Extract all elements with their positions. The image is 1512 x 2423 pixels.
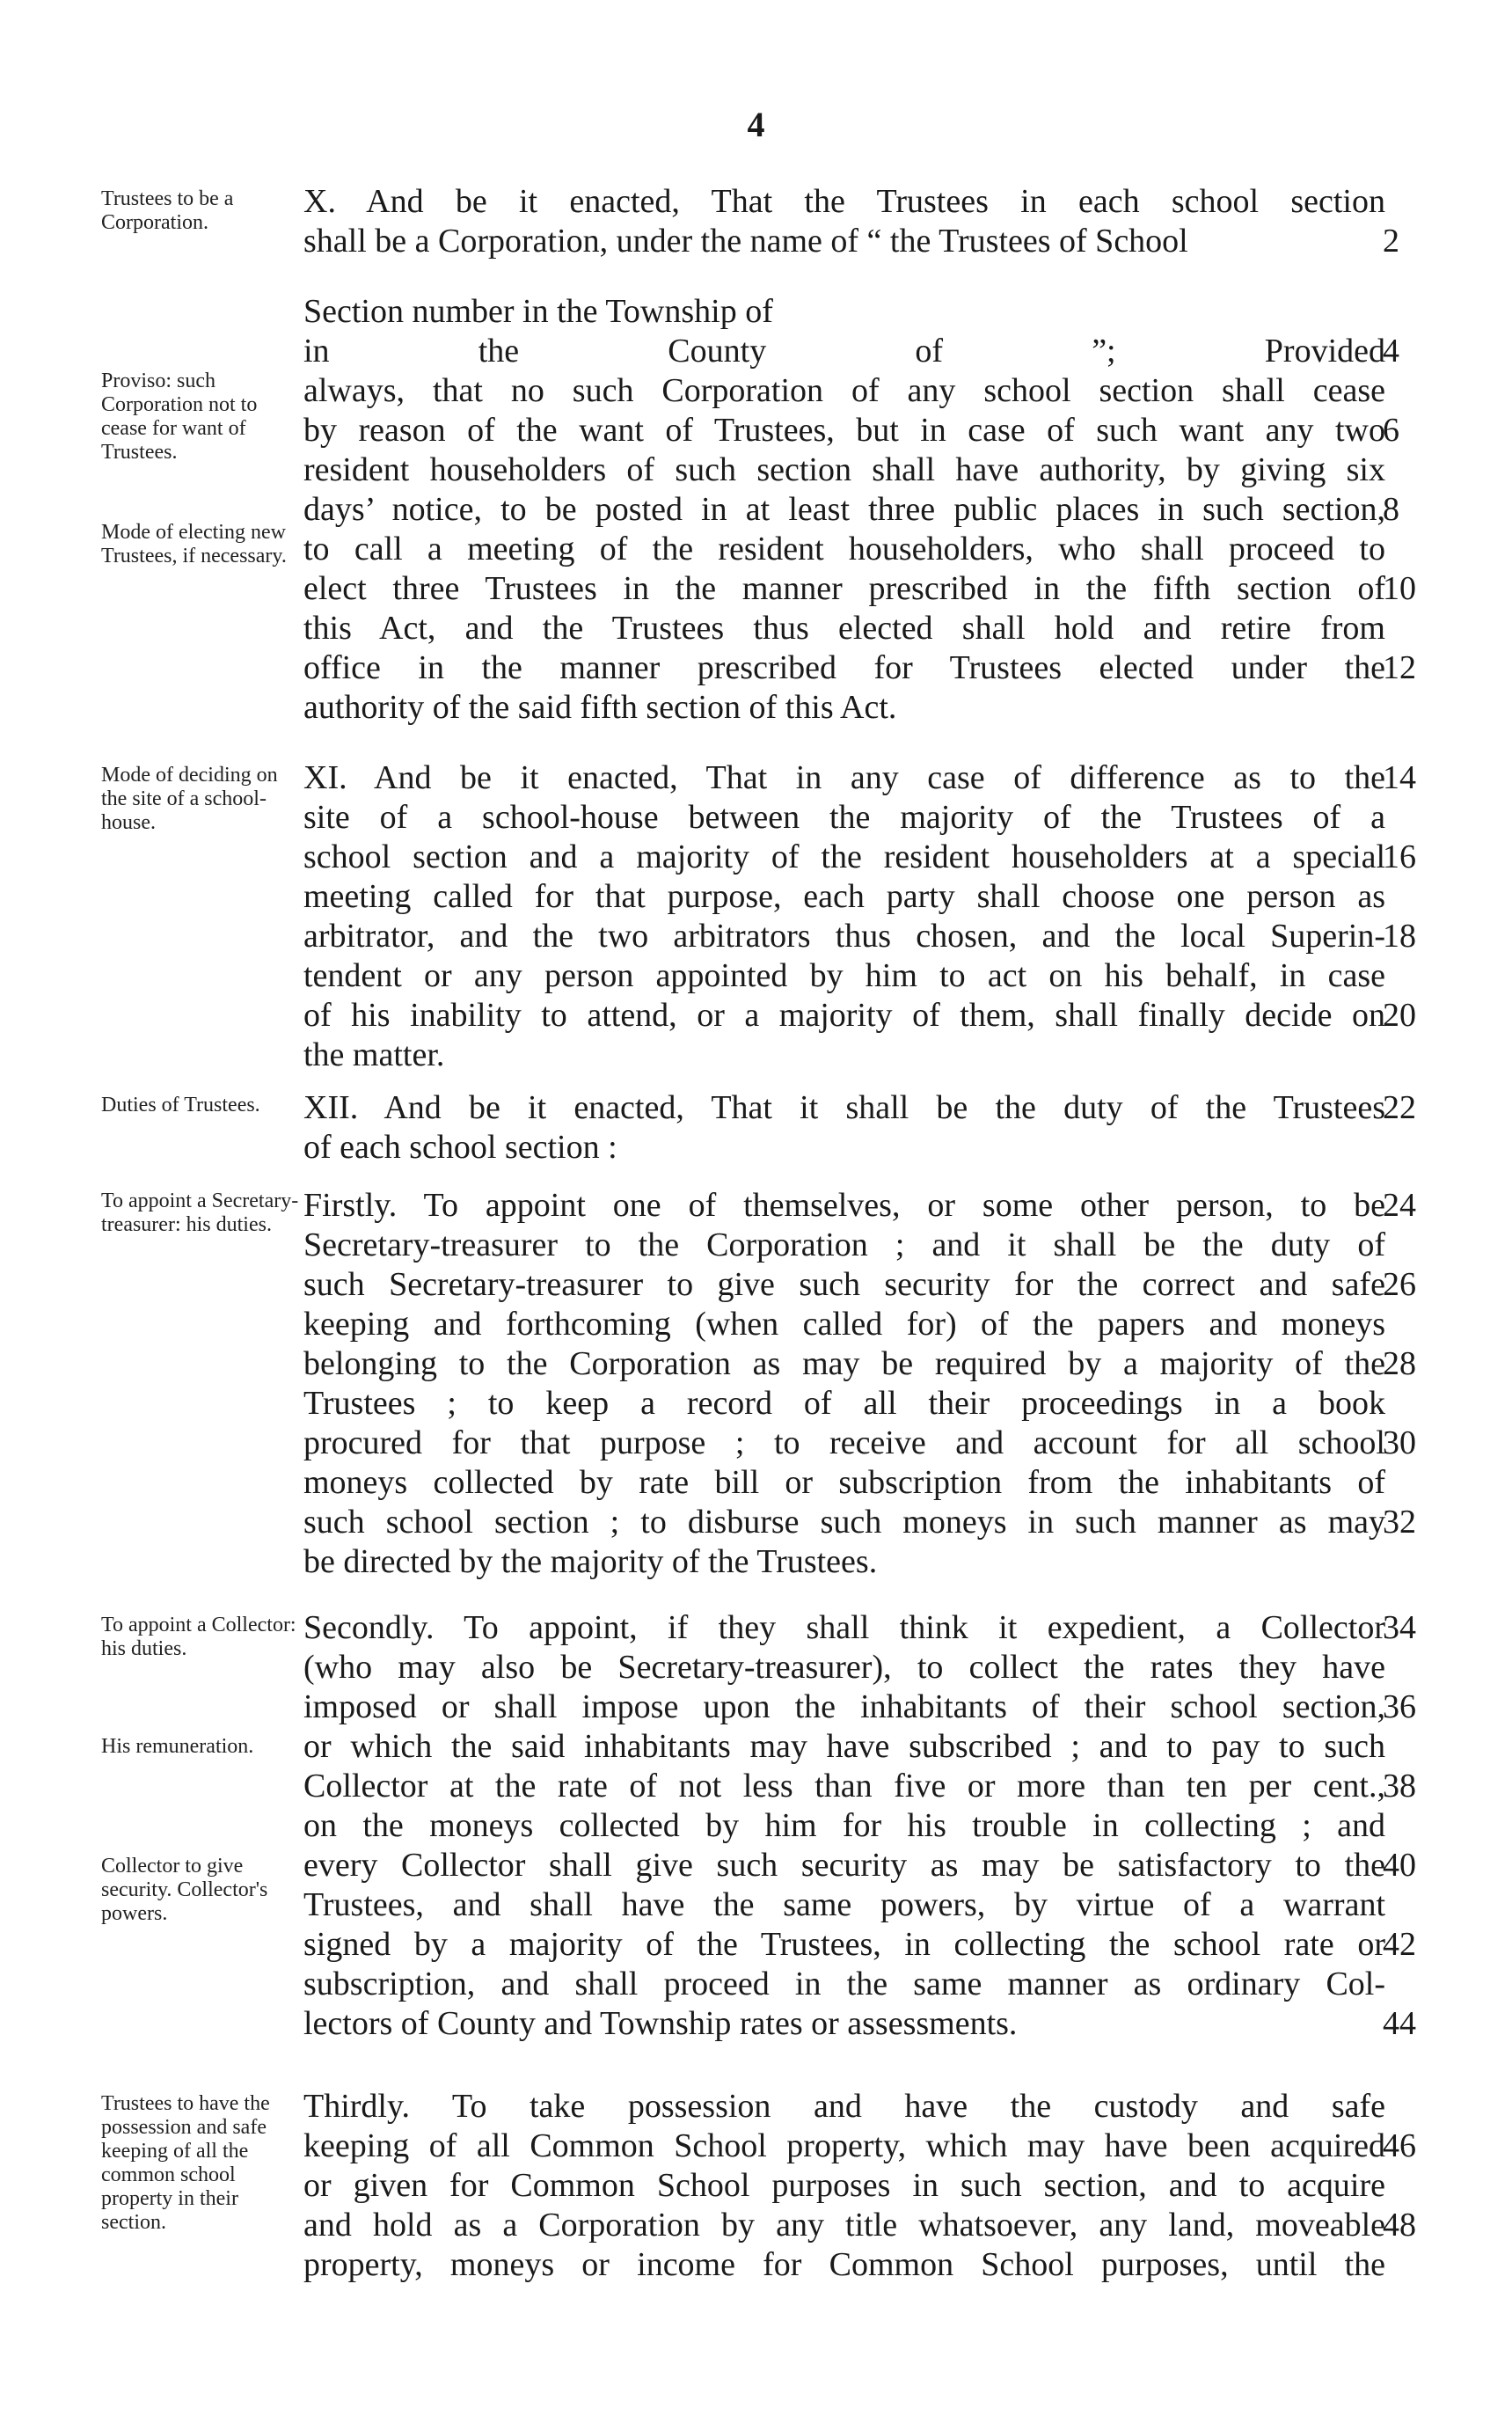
text-line: meeting called for that purpose, each party shall choose one person as (303, 878, 1385, 915)
line-number: 22 (1383, 1089, 1416, 1126)
text-line: elect three Trustees in the manner prescribed in the fifth section of (303, 570, 1385, 607)
line-number: 34 (1383, 1609, 1416, 1646)
page-number: 4 (747, 105, 765, 144)
line-number: 14 (1383, 759, 1416, 796)
line-number: 4 (1383, 333, 1399, 370)
section-x-cont (303, 292, 1385, 728)
margin-note-proviso: Proviso: such Corporation not to cease for want of Trustees. (101, 370, 258, 464)
text-line: in the County of ”; Provided (303, 333, 1385, 370)
text-line: procured for that purpose ; to receive and account for all school (303, 1424, 1385, 1461)
line-number: 2 (1383, 223, 1399, 260)
line-number: 48 (1383, 2207, 1416, 2244)
text-line: to call a meeting of the resident householders, who shall proceed to (303, 531, 1385, 567)
line-number: 8 (1383, 491, 1399, 528)
text-line: such Secretary-treasurer to give such security for the correct and safe (303, 1266, 1385, 1303)
text-line: of each school section : (303, 1129, 617, 1166)
text-line: belonging to the Corporation as may be required by a majority of the (303, 1345, 1385, 1382)
line-number: 46 (1383, 2127, 1416, 2164)
text-line: Firstly. To appoint one of themselves, or some other person, to be (303, 1187, 1385, 1224)
text-line: of his inability to attend, or a majority of them, shall finally decide on (303, 997, 1385, 1034)
text-line: office in the manner prescribed for Trustees elected under the (303, 649, 1385, 686)
line-number: 16 (1383, 838, 1416, 875)
text-line: property, moneys or income for Common School purposes, until the (303, 2246, 1385, 2283)
text-line: Collector at the rate of not less than five or more than ten per cent., (303, 1768, 1385, 1804)
margin-note-collector-security: Collector to give security. Collector's powers. (101, 1855, 268, 1925)
margin-note-possession: Trustees to have the possession and safe keeping of all the common school property in their section. (101, 2092, 270, 2234)
text-line: on the moneys collected by him for his trouble in collecting ; and (303, 1807, 1385, 1844)
line-number: 38 (1383, 1768, 1416, 1804)
section-thirdly (303, 2087, 1385, 2285)
text-line: always, that no such Corporation of any school section shall cease (303, 372, 1385, 409)
line-number: 20 (1383, 997, 1416, 1034)
section-secondly (303, 1608, 1385, 2044)
text-line: the matter. (303, 1036, 445, 1073)
margin-note-site-school-house: Mode of deciding on the site of a school-house. (101, 764, 278, 834)
margin-note-remuneration: His remuneration. (101, 1735, 254, 1758)
text-line: subscription, and shall proceed in the same manner as ordinary Col- (303, 1965, 1385, 2002)
line-number: 32 (1383, 1504, 1416, 1541)
text-line: imposed or shall impose upon the inhabitants of their school section, (303, 1688, 1385, 1725)
text-line: keeping of all Common School property, which may have been acquired (303, 2127, 1385, 2164)
text-line: (who may also be Secretary-treasurer), to collect the rates they have (303, 1649, 1385, 1686)
section-xi (303, 758, 1385, 1075)
text-line: by reason of the want of Trustees, but in case of such want any two (303, 412, 1385, 449)
text-line: or given for Common School purposes in such section, and to acquire (303, 2167, 1385, 2204)
text-line: every Collector shall give such security as may be satisfactory to the (303, 1847, 1385, 1884)
margin-note-mode-electing: Mode of electing new Trustees, if necessary. (101, 521, 287, 567)
text-line: arbitrator, and the two arbitrators thus chosen, and the local Superin- (303, 918, 1385, 955)
line-number: 40 (1383, 1847, 1416, 1884)
text-line: Trustees ; to keep a record of all their proceedings in a book (303, 1385, 1385, 1422)
text-line: shall be a Corporation, under the name of “ the Trustees of School (303, 223, 1188, 260)
text-line: resident householders of such section shall have authority, by giving six (303, 451, 1385, 488)
line-number: 30 (1383, 1424, 1416, 1461)
line-number: 24 (1383, 1187, 1416, 1224)
section-firstly (303, 1186, 1385, 1582)
line-number: 6 (1383, 412, 1399, 449)
text-line: be directed by the majority of the Trustees. (303, 1543, 878, 1580)
line-number: 44 (1383, 2005, 1416, 2042)
margin-note-collector: To appoint a Collector: his duties. (101, 1614, 296, 1660)
margin-note-duties-trustees: Duties of Trustees. (101, 1094, 260, 1116)
text-line: days’ notice, to be posted in at least three public places in such section, (303, 491, 1385, 528)
text-line: XII. And be it enacted, That it shall be the duty of the Trustees (303, 1089, 1385, 1126)
text-line: X. And be it enacted, That the Trustees in each school section (303, 183, 1385, 220)
line-number: 12 (1383, 649, 1416, 686)
text-line: Secondly. To appoint, if they shall think it expedient, a Collector (303, 1609, 1385, 1646)
text-line: and hold as a Corporation by any title whatsoever, any land, moveable (303, 2207, 1385, 2244)
text-line: Section number in the Township of (303, 293, 773, 330)
text-line: authority of the said fifth section of this Act. (303, 689, 897, 726)
text-line: Secretary-treasurer to the Corporation ; and it shall be the duty of (303, 1226, 1385, 1263)
line-number: 36 (1383, 1688, 1416, 1725)
section-xii (303, 1088, 1385, 1168)
margin-note-trustees-corporation: Trustees to be a Corporation. (101, 187, 234, 234)
text-line: signed by a majority of the Trustees, in collecting the school rate or (303, 1926, 1385, 1963)
text-line: XI. And be it enacted, That in any case of difference as to the (303, 759, 1385, 796)
margin-note-secretary-treasurer: To appoint a Secretary-treasurer: his duties. (101, 1190, 299, 1236)
text-line: site of a school-house between the majority of the Trustees of a (303, 799, 1385, 836)
line-number: 42 (1383, 1926, 1416, 1963)
text-line: such school section ; to disburse such moneys in such manner as may (303, 1504, 1385, 1541)
text-line: lectors of County and Township rates or assessments. (303, 2005, 1018, 2042)
line-number: 26 (1383, 1266, 1416, 1303)
text-line: this Act, and the Trustees thus elected shall hold and retire from (303, 610, 1385, 647)
text-line: or which the said inhabitants may have subscribed ; and to pay to such (303, 1728, 1385, 1765)
text-line: keeping and forthcoming (when called for) of the papers and moneys (303, 1306, 1385, 1343)
line-number: 10 (1383, 570, 1416, 607)
text-line: Thirdly. To take possession and have the custody and safe (303, 2088, 1385, 2125)
line-number: 18 (1383, 918, 1416, 955)
text-line: Trustees, and shall have the same powers, by virtue of a warrant (303, 1886, 1385, 1923)
text-line: moneys collected by rate bill or subscription from the inhabitants of (303, 1464, 1385, 1501)
section-x (303, 182, 1385, 261)
text-line: tendent or any person appointed by him to act on his behalf, in case (303, 957, 1385, 994)
text-line: school section and a majority of the resident householders at a special (303, 838, 1385, 875)
line-number: 28 (1383, 1345, 1416, 1382)
